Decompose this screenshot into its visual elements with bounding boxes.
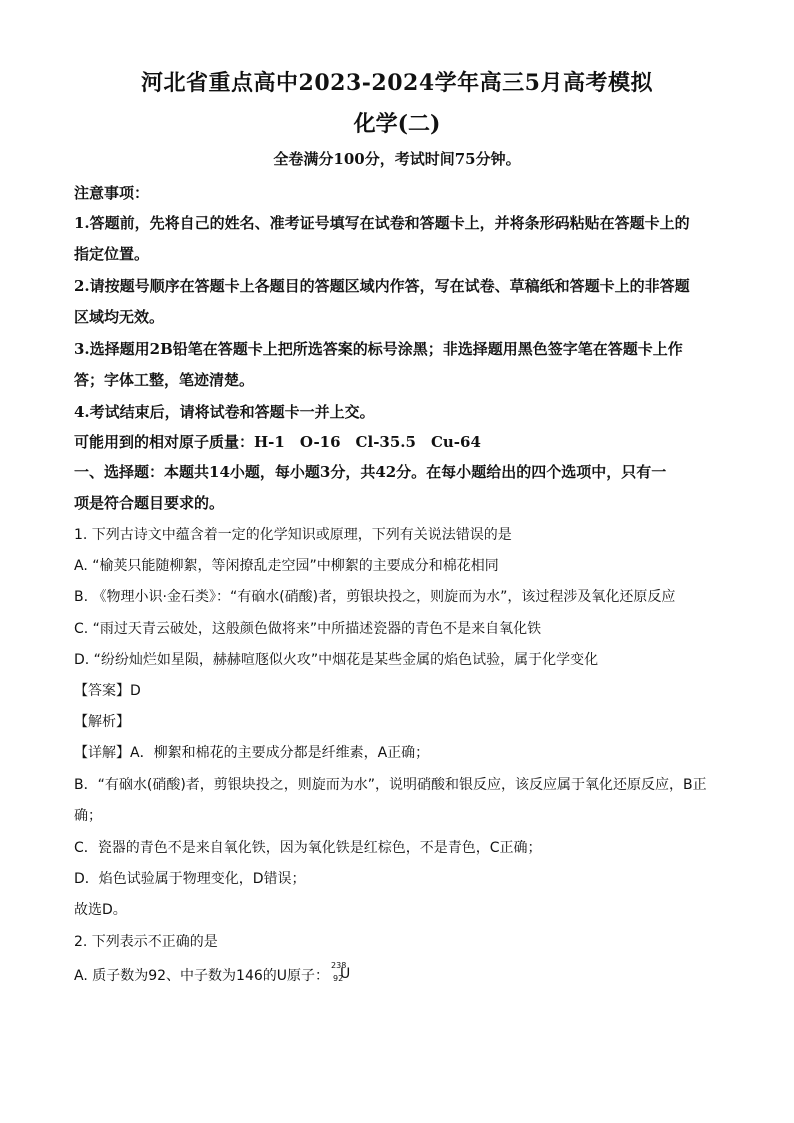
notes-line: 3.选择题用2B铅笔在答题卡上把所选答案的标号涂黑；非选择题用黑色签字笔在答题卡上作 [74, 340, 683, 358]
section-heading: 一、选择题：本题共14小题，每小题3分，共42分。在每小题给出的四个选项中，只有一 [74, 463, 667, 481]
answer-label: 【答案】D [74, 683, 141, 699]
notes-line: 区域均无效。 [74, 308, 165, 326]
atomic-number: 92 [333, 974, 344, 983]
atomic-mass-line: 可能用到的相对原子质量：H-1 O-16 Cl-35.5 Cu-64 [74, 433, 481, 451]
mass-number: 238 [331, 961, 347, 970]
section-heading: 项是符合题目要求的。 [74, 494, 225, 512]
detail-line: 【详解】A．柳絮和棉花的主要成分都是纤维素，A正确； [74, 745, 430, 761]
isotope-notation [331, 961, 351, 983]
notes-line: 4.考试结束后，请将试卷和答题卡一并上交。 [74, 403, 375, 421]
option-text: A. 质子数为92、中子数为146的U原子： [74, 968, 330, 984]
question-2-stem: 2. 下列表示不正确的是 [74, 934, 218, 950]
detail-line: C．瓷器的青色不是来自氧化铁，因为氧化铁是红棕色，不是青色，C正确； [74, 840, 542, 856]
notes-line: 1.答题前，先将自己的姓名、准考证号填写在试卷和答题卡上，并将条形码粘贴在答题卡上的 [74, 214, 690, 232]
question-1-stem: 1. 下列古诗文中蕴含着一定的化学知识或原理，下列有关说法错误的是 [74, 527, 512, 543]
detail-line: B．“有硇水(硝酸)者，剪银块投之，则旋而为水”，说明硝酸和银反应，该反应属于氧化还原反应，B正 [74, 777, 707, 793]
notes-line: 指定位置。 [74, 245, 150, 263]
analysis-label: 【解析】 [74, 714, 130, 730]
exam-meta: 全卷满分100分，考试时间75分钟。 [273, 150, 521, 168]
notes-heading: 注意事项： [74, 184, 150, 202]
notes-line: 2.请按题号顺序在答题卡上各题目的答题区域内作答，写在试卷、草稿纸和答题卡上的非答题 [74, 277, 690, 295]
question-1-option-b: B. 《物理小识·金石类》：“有硇水(硝酸)者，剪银块投之，则旋而为水”，该过程涉及氧化还原反应 [74, 589, 676, 605]
question-1-option-d: D. “纷纷灿烂如星陨，赫赫喧豗似火攻”中烟花是某些金属的焰色试验，属于化学变化 [74, 652, 599, 668]
question-2-option-a [74, 961, 722, 985]
exam-subject: 化学(二) [353, 111, 441, 137]
question-1-option-a: A. “榆荚只能随柳絮，等闲撩乱走空园”中柳絮的主要成分和棉花相同 [74, 558, 499, 574]
detail-line: 故选D。 [74, 902, 127, 918]
detail-line: 确； [74, 808, 102, 824]
exam-title: 河北省重点高中2023-2024学年高三5月高考模拟 [141, 70, 653, 96]
question-1-option-c: C. “雨过天青云破处，这般颜色做将来”中所描述瓷器的青色不是来自氧化铁 [74, 621, 542, 637]
element-symbol: U [340, 966, 351, 982]
detail-line: D．焰色试验属于物理变化，D错误； [74, 871, 306, 887]
notes-line: 答；字体工整，笔迹清楚。 [74, 371, 255, 389]
